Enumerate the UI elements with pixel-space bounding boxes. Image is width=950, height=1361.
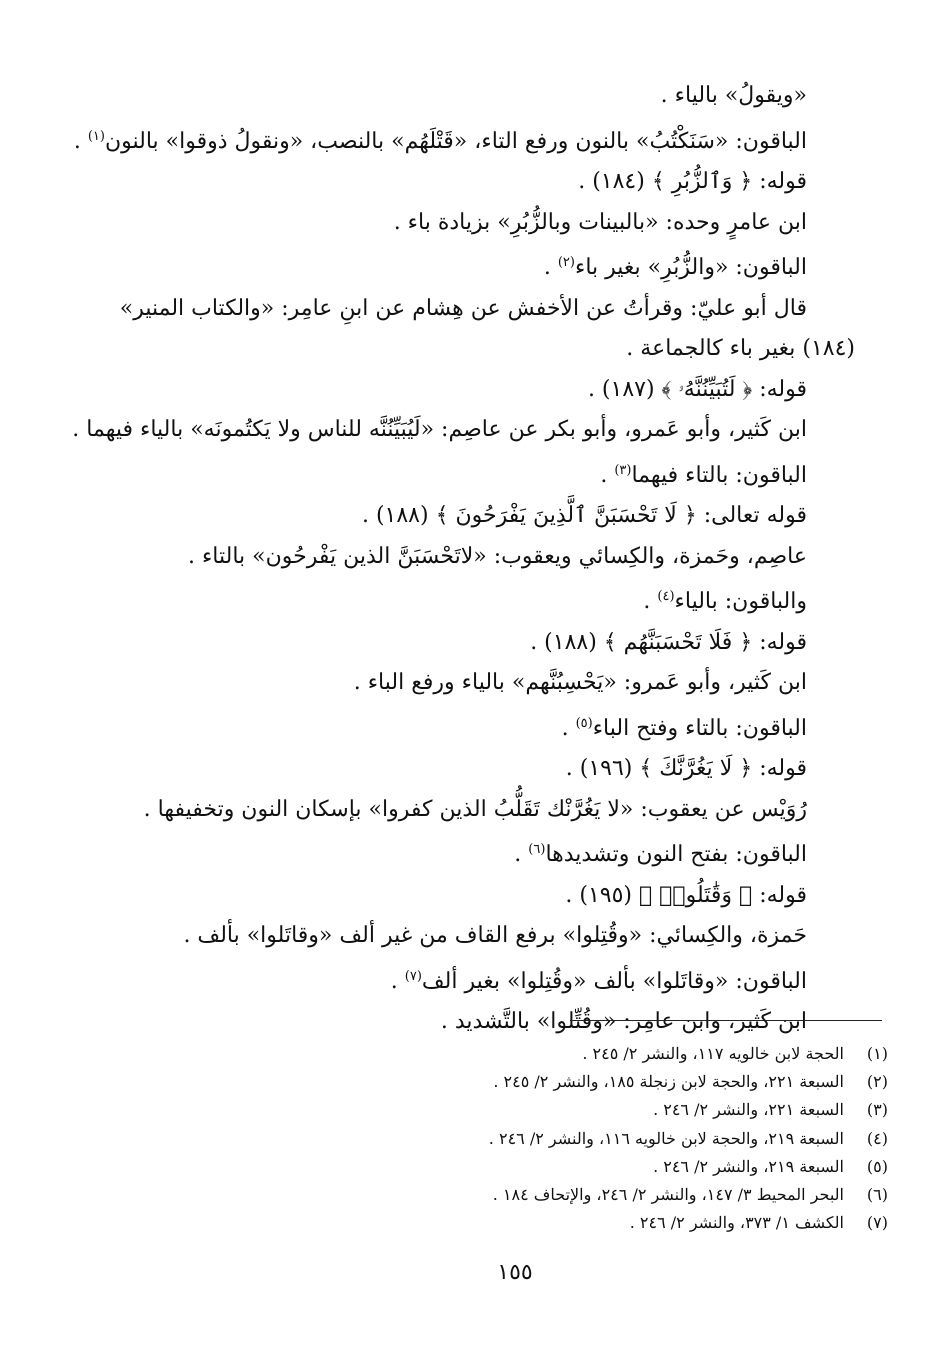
footnote-number: (٥): [866, 1156, 888, 1176]
footnote: [300, 1153, 888, 1181]
text-line: الباقون: «وقاتَلوا» بألف «وقُتِلوا» بغير ألف$^{(٧)}$ .: [390, 968, 807, 994]
page-number: ١٥٥: [497, 1260, 533, 1285]
footnote-ref[interactable]: (١): [87, 128, 105, 144]
footnote: [300, 1125, 888, 1153]
footnote: [300, 1209, 888, 1237]
text-line: قوله: ﴿ وَقَٰتَلُوا۟ ﴾ (١٩٥) .: [565, 882, 807, 908]
footnote-ref[interactable]: (٥): [575, 715, 593, 731]
footnote: [300, 1068, 888, 1096]
text-line: الباقون: بفتح النون وتشديدها$^{(٦)}$ .: [514, 842, 807, 867]
footnote-ref[interactable]: (٦): [528, 842, 546, 857]
text-line: (١٨٤) بغير باء كالجماعة .: [626, 336, 855, 361]
text-line: «ويقولُ» بالياء .: [660, 83, 807, 108]
text-line: قوله تعالى: ﴿ لَا تَحْسَبَنَّ ٱلَّذِينَ يَفْرَحُونَ ﴾ (١٨٨) .: [361, 503, 807, 528]
text-line: رُوَيْس عن يعقوب: «لا يَغُرَّنْك تَقَلُّبُ الذين كفروا» بإسكان النون وتخفيفها .: [143, 796, 807, 822]
footnote-number: (١): [866, 1044, 888, 1063]
footnote-text: السبعة ٢١٩، والحجة لابن خالويه ١١٦، والنشر ٢/ ٢٤٦ .: [488, 1128, 844, 1148]
text-line: الباقون: «سَنَكْتُبُ» بالنون ورفع التاء، «قَتْلَهُم» بالنصب، «ونقولُ ذوقوا» بالنون$^{(١)}$ .: [73, 128, 807, 154]
footnote-ref[interactable]: (٣): [614, 462, 632, 478]
footnote-number: (٧): [866, 1213, 888, 1233]
footnote-text: الحجة لابن خالويه ١١٧، والنشر ٢/ ٢٤٥ .: [582, 1044, 844, 1063]
text-line: عاصِم، وحَمزة، والكِسائي ويعقوب: «لاتَحْسَبَنَّ الذين يَفْرحُون» بالتاء .: [187, 543, 807, 569]
footnote-divider: [570, 1020, 882, 1021]
footnote-number: (٢): [866, 1072, 888, 1092]
text-line: قوله: ﴿ لَتُبَيِّنُنَّهُۥ ﴾ (١٨٧) .: [587, 376, 807, 402]
text-line: قوله: ﴿ وَٱلزُّبُرِ ﴾ (١٨٤) .: [578, 169, 807, 194]
footnote: [300, 1040, 888, 1068]
footnote-text: السبعة ٢٢١، والحجة لابن زنجلة ١٨٥، والنشر ٢/ ٢٤٥ .: [493, 1072, 844, 1092]
footnote-number: (٦): [866, 1185, 888, 1205]
text-line: قوله: ﴿ فَلَا تَحْسَبَنَّهُم ﴾ (١٨٨) .: [530, 629, 807, 655]
text-line: قال أبو عليّ: وقرأتُ عن الأخفش عن هِشام عن ابنِ عامِر: «والكتاب المنير»: [119, 295, 807, 321]
text-line: حَمزة، والكِسائي: «وقُتِلوا» برفع القاف من غير ألف «وقاتَلوا» بألف .: [183, 923, 807, 948]
footnotes: [300, 1040, 888, 1237]
footnote-number: (٣): [866, 1100, 888, 1120]
footnote-ref[interactable]: (٧): [404, 968, 422, 984]
footnote-text: السبعة ٢١٩، والنشر ٢/ ٢٤٦ .: [653, 1156, 844, 1176]
text-line: الباقون: «والزُّبُرِ» بغير باء$^{(٢)}$ .: [543, 255, 807, 280]
footnote: [300, 1096, 888, 1124]
text-line: ابن كَثير، وابن عامِر: «وقُتِّلوا» بالتَّشديد .: [440, 1009, 807, 1034]
footnote-text: السبعة ٢٢١، والنشر ٢/ ٢٤٦ .: [653, 1100, 844, 1120]
text-line: والباقون: بالياء$^{(٤)}$ .: [643, 589, 807, 614]
footnote-text: الكشف ١/ ٣٧٣، والنشر ٢/ ٢٤٦ .: [629, 1213, 844, 1233]
footnote-ref[interactable]: (٤): [657, 589, 675, 604]
text-line: الباقون: بالتاء وفتح الباء$^{(٥)}$ .: [561, 715, 807, 741]
footnote-ref[interactable]: (٢): [557, 255, 575, 270]
text-line: قوله: ﴿ لَا يَغُرَّنَّكَ ﴾ (١٩٦) .: [565, 756, 807, 781]
text-line: ابن كَثير، وأبو عَمرو، وأبو بكر عن عاصِم: «لَيُبَيِّنُنَّه للناس ولا يَكتُمونَه» بالياء فيهما .: [72, 417, 807, 442]
text-line: الباقون: بالتاء فيهما$^{(٣)}$ .: [600, 462, 807, 488]
text-line: ابن كَثير، وأبو عَمرو: «يَحْسِبُنَّهم» بالياء ورفع الباء .: [353, 670, 807, 695]
main-text: [72, 76, 855, 1043]
footnote-text: البحر المحيط ٣/ ١٤٧، والنشر ٢/ ٢٤٦، والإتحاف ١٨٤ .: [492, 1185, 844, 1205]
text-line: ابن عامرٍ وحده: «بالبينات وبالزُّبُرِ» بزيادة باء .: [393, 209, 807, 235]
footnote: [300, 1181, 888, 1209]
footnote-number: (٤): [866, 1128, 888, 1148]
